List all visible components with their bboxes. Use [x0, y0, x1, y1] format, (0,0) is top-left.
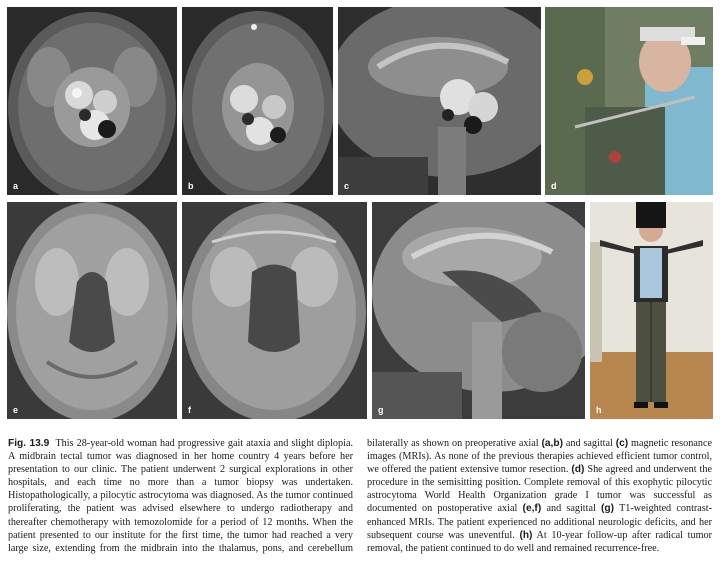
panel-label-f: f: [188, 405, 191, 415]
figure-caption: [8, 437, 712, 573]
panel-label-g: g: [378, 405, 384, 415]
patient-standing-photo: [590, 202, 713, 419]
panel-c-preop-sagittal-mri: [338, 7, 541, 195]
mri-axial-tumor-image: [7, 7, 177, 195]
panel-h-followup-patient-photo: [590, 202, 713, 419]
figure-number: Fig. 13.9: [8, 438, 50, 449]
mri-axial-tumor-image: [182, 7, 333, 195]
operating-room-photo: [545, 7, 713, 195]
panel-label-d: d: [551, 181, 557, 191]
panel-label-b: b: [188, 181, 194, 191]
panel-label-a: a: [13, 181, 19, 191]
mri-axial-postop-image: [182, 202, 367, 419]
panel-label-h: h: [596, 405, 602, 415]
panel-b-preop-axial-mri: [182, 7, 333, 195]
panel-d-semisitting-position-photo: [545, 7, 713, 195]
caption-text: Fig. 13.9 This 28-year-old woman had progressive gait ataxia and slight diplopia. A midbrain tectal tumor was diagnosed in her home country 4 years before her presentation to our clinic. The patient underwent 2 surgical explorations in other hospitals, and each time no more than a tumor biopsy was undertaken. Histopathologically, a pilocytic astrocytoma was diagnosed. As the tumor continued proliferating, the patient was advised elsewhere to undergo radiotherapy and thereafter chemotherapy with temozolomide for a period of 12 months. When the patient presented to our institute for the first time, the tumor had reached a very large size, extending from the midbrain into the thalamus, pons, and cerebellum bilaterally as shown on preoperative axial (a,b) and sagittal (c) magnetic resonance images (MRIs). As none of the previous therapies achieved efficient tumor control, we offered the patient extensive tumor resection. (d) She agreed and underwent the procedure in the semisitting position. Complete removal of this exophytic pilocytic astrocytoma World Health Organization grade I tumor was successful as documented on postoperative axial (e,f) and sagittal (g) T1-weighted contrast-enhanced MRIs. The patient experienced no additional neurologic deficits, and her subsequent course was uneventful. (h) At 10-year follow-up after radical tumor removal, the patient continued to do well and remained recurrence-free.: [8, 438, 712, 554]
panel-e-postop-axial-mri: [7, 202, 177, 419]
panel-a-preop-axial-mri: [7, 7, 177, 195]
panel-f-postop-axial-mri: [182, 202, 367, 419]
panel-g-postop-sagittal-mri: [372, 202, 585, 419]
panel-label-c: c: [344, 181, 350, 191]
panel-label-e: e: [13, 405, 19, 415]
mri-sagittal-tumor-image: [338, 7, 541, 195]
mri-axial-postop-image: [7, 202, 177, 419]
mri-sagittal-postop-image: [372, 202, 585, 419]
